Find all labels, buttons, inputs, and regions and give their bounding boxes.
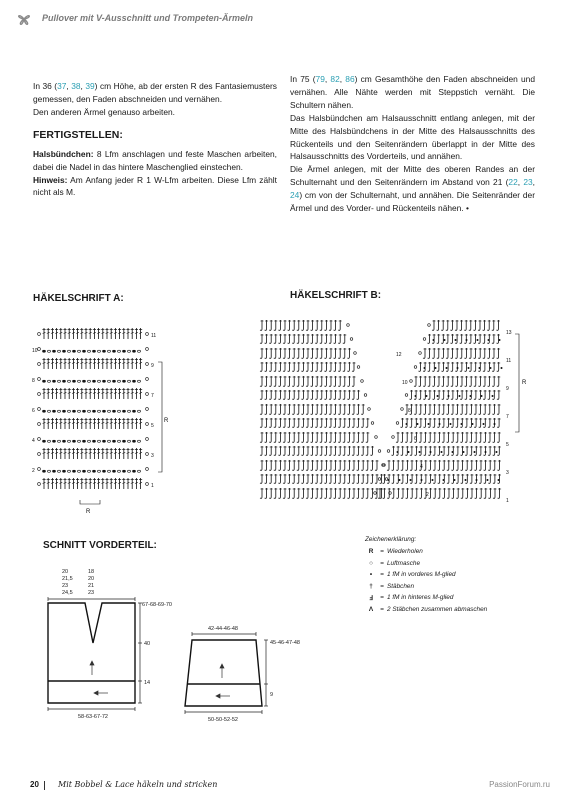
dc2tog-icon: Λ <box>368 605 374 613</box>
paragraph: In 75 (79, 82, 86) cm Gesamthöhe den Faden abschneiden und vernähen. Alle Nähte werden mit Steppstich vernäht. Die Schultern nähen. <box>290 74 536 110</box>
row-number: 2 <box>426 492 429 498</box>
row-number: 10 <box>32 348 38 354</box>
paragraph: In 36 (37, 38, 39) cm Höhe, ab der ersten R des Fantasiemusters gemessen, den Faden abschneiden und vernähen. <box>33 81 277 104</box>
measure-side-top: 67-68-69-70 <box>142 602 172 608</box>
legend-text: Stäbchen <box>387 582 415 590</box>
page-footer <box>30 780 550 794</box>
sc-back-loop-icon: Ⅎ <box>369 594 373 602</box>
legend-text: 1 fM in vorderes M-glied <box>387 571 456 579</box>
row-number: 11 <box>506 358 512 364</box>
legend-row: Ⅎ = 1 fM in hinteres M-glied <box>365 592 555 604</box>
legend-text: Luftmasche <box>387 559 421 567</box>
row-number: 4 <box>420 464 423 470</box>
legend-text: 1 fM in hinteres M-glied <box>387 594 454 602</box>
legend-title: Zeichenerklärung: <box>365 536 417 543</box>
watermark: PassionForum.ru <box>489 780 550 789</box>
page-number: 20 <box>30 780 39 789</box>
repeat-mark: R <box>522 380 527 386</box>
measure-sleeve-top: 42-44-46-48 <box>208 626 238 632</box>
measure-top-right: 23 <box>88 590 95 596</box>
measure-top-left: 21,5 <box>62 576 73 582</box>
repeat-mark: R <box>164 418 169 424</box>
legend-row: Λ = 2 Stäbchen zusammen abmaschen <box>365 604 555 616</box>
measure-top-left: 20 <box>62 569 69 575</box>
row-number: 3 <box>151 453 154 459</box>
measure-sleeve-side-9: 9 <box>270 692 274 698</box>
measure-top-right: 21 <box>88 583 95 589</box>
legend-row: R = Wiederholen <box>365 546 555 558</box>
measure-bottom: 58-63-67-72 <box>78 714 108 720</box>
chart-b-label: HÄKELSCHRIFT B: <box>290 290 382 301</box>
page-header <box>12 8 552 30</box>
measure-top-left: 24,5 <box>62 590 73 596</box>
legend-row: † = Stäbchen <box>365 581 555 593</box>
row-number: 5 <box>506 442 509 448</box>
paragraph: Das Halsbündchen am Halsausschnitt entlang anlegen, mit der Mitte des Halsbündchens in der Mitte des Halsausschnitts des Rückenteils und den Seitenrändern überlappt in der Mitte des Halsausschnitts des Vorderteils, und annähen. <box>290 112 535 162</box>
row-number: 9 <box>506 386 509 392</box>
row-number: 8 <box>32 378 35 384</box>
row-number: 1 <box>151 483 154 489</box>
measure-top-left: 23 <box>62 583 69 589</box>
symbol-legend <box>365 536 555 615</box>
chart-b-stitches <box>260 320 527 504</box>
legend-text: Wiederholen <box>387 548 423 556</box>
row-number: 9 <box>151 363 154 369</box>
front-piece-schematic <box>40 563 180 723</box>
measure-side-14: 14 <box>144 680 151 686</box>
row-number: 12 <box>396 352 402 358</box>
chain-stitch-icon: ○ <box>369 559 373 567</box>
legend-row: ○ = Luftmasche <box>365 558 555 570</box>
section-heading: FERTIGSTELLEN: <box>33 128 123 141</box>
book-title: Mit Bobbel & Lace häkeln und stricken <box>58 780 218 789</box>
schnitt-label: SCHNITT VORDERTEIL: <box>43 540 157 551</box>
row-number: 11 <box>151 333 157 339</box>
row-number: 1 <box>506 498 509 504</box>
measure-sleeve-side-top: 45-46-47-48 <box>270 640 300 646</box>
row-number: 13 <box>506 330 512 336</box>
row-number: 6 <box>414 436 417 442</box>
sleeve-schematic <box>180 620 310 725</box>
crochet-chart-b <box>258 312 538 512</box>
row-number: 7 <box>506 414 509 420</box>
measure-side-40: 40 <box>144 641 151 647</box>
paragraph: Den anderen Ärmel genauso arbeiten. <box>33 106 176 117</box>
measure-sleeve-bottom: 50-50-52-52 <box>208 717 238 723</box>
paragraph: Hinweis: Am Anfang jeder R 1 W-Lfm arbeiten. Diese Lfm zählt nicht als M. <box>33 174 277 198</box>
paragraph: Halsbündchen: 8 Lfm anschlagen und feste Maschen arbeiten, dabei die Nadel in das hintere Maschenglied einstechen. <box>33 148 277 172</box>
repeat-mark: R <box>86 509 91 515</box>
row-number: 7 <box>151 393 154 399</box>
page-title: Pullover mit V-Ausschnitt und Trompeten-Ärmeln <box>42 13 254 23</box>
chart-a-label: HÄKELSCHRIFT A: <box>33 293 124 304</box>
row-number: 8 <box>408 408 411 414</box>
repeat-symbol-icon: R <box>368 548 374 556</box>
legend-row: • = 1 fM in vorderes M-glied <box>365 569 555 581</box>
flower-icon <box>12 8 36 30</box>
row-number: 4 <box>32 438 35 444</box>
crochet-chart-a <box>30 322 170 522</box>
double-crochet-icon: † <box>369 582 373 590</box>
row-number: 3 <box>506 470 509 476</box>
row-number: 2 <box>32 468 35 474</box>
legend-text: 2 Stäbchen zusammen abmaschen <box>387 605 488 613</box>
paragraph: Die Ärmel anlegen, mit der Mitte des oberen Randes an der Schulternaht und den Seitenrändern im Abstand von 21 (22, 23, 24) cm von der Schulternaht, und annähen. Die Seitenränder der Ärmel und des Vorder- und Rückenteils nähen. • <box>290 164 535 214</box>
sc-front-loop-icon: • <box>369 571 373 579</box>
right-text-column <box>290 73 535 215</box>
left-text-column <box>33 80 277 199</box>
measure-top-right: 20 <box>88 576 95 582</box>
chart-a-stitches <box>32 328 169 515</box>
row-number: 5 <box>151 423 154 429</box>
measure-top-right: 18 <box>88 569 95 575</box>
row-number: 10 <box>402 380 408 386</box>
row-number: 6 <box>32 408 35 414</box>
